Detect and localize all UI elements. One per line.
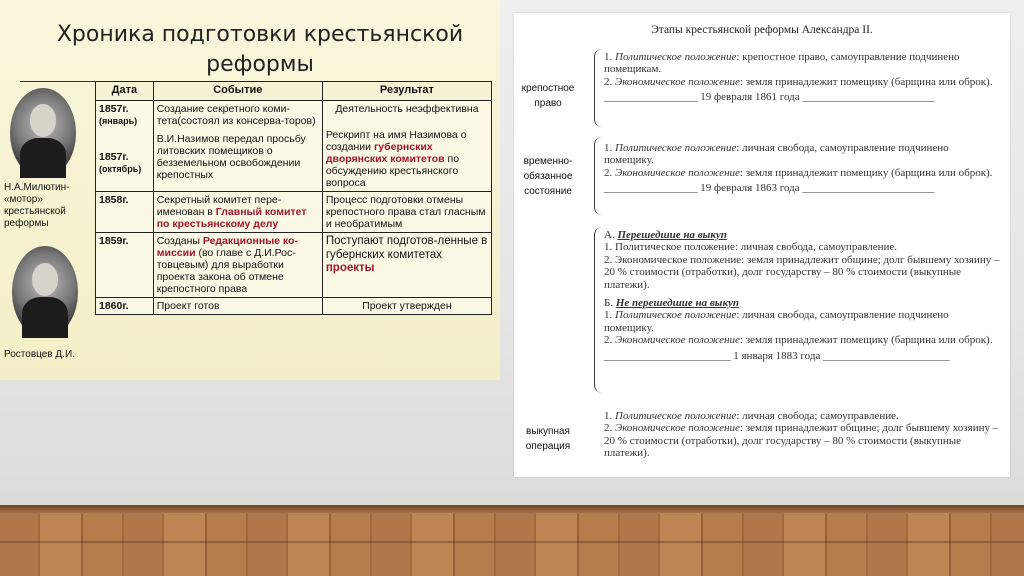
event-text: В.И.Назимов передал просьбу литовских помещиков о безземельном освобождении крепостных (156, 133, 306, 181)
num: 1. (604, 142, 615, 154)
desc: : крепостное право, самоуправление подчинено помещикам. (604, 51, 960, 76)
num: 2. (604, 166, 615, 179)
table-row (96, 192, 492, 233)
date-value: 1857г. (99, 151, 129, 163)
portrait1-caption: Н.А.Милютин- «мотор» крестьянской реформы (4, 182, 70, 229)
milyutin-portrait-image (10, 88, 76, 178)
divider-line (20, 81, 95, 82)
num: 2. (604, 422, 615, 435)
stage-label-line: право (534, 98, 562, 109)
date-1863: _________________ 19 февраля 1863 года ________________________ (604, 182, 935, 195)
left-slide (0, 0, 500, 380)
date-cell (96, 192, 154, 233)
stage3-a-political: 1. Политическое положение: личная свобода, самоуправление. (604, 241, 898, 254)
stage-label-line: выкупная (526, 426, 570, 437)
date-note: (январь) (99, 116, 138, 126)
stage-label-redemption (514, 424, 582, 454)
result-part: Рескрипт на имя Назимова о создании (325, 129, 467, 153)
brace-stage2 (594, 137, 603, 215)
stage3-b-heading (604, 297, 1000, 309)
brace-stage1 (594, 49, 603, 127)
chronicle-table (95, 81, 492, 315)
desc: : земля принадлежит помещику (барщина или оброк). (739, 75, 993, 88)
event-part: Секретный комитет пере-именован в (156, 194, 282, 218)
desc: : личная свобода, самоуправление подчинено помещику. (604, 142, 949, 167)
num: 1. (604, 410, 615, 422)
num: 2. (604, 75, 615, 88)
highlight-editorial-commissions: Редакционные ко-миссии (156, 235, 298, 259)
wooden-floor (0, 505, 1024, 576)
stage-label-serfdom (514, 81, 582, 111)
stage2-text (604, 142, 1000, 195)
desc: : личная свобода, самоуправление подчинено помещику. (604, 309, 949, 334)
event-text: Создание секретного коми-тета(состоял из консерва-торов) (156, 103, 316, 127)
brace-stage3 (594, 227, 603, 393)
result-cell (322, 233, 491, 298)
reform-stages-document (514, 13, 1010, 477)
stage-label-line: крепостное (521, 83, 575, 94)
highlight-committees: губернских дворянских комитетов (325, 141, 445, 165)
result-cell: Процесс подготовки отмены крепостного права стал гласным и необратимым (322, 192, 491, 233)
date-cell (96, 298, 154, 315)
highlight-projects: проекты (325, 262, 375, 274)
title-line-2: реформы (206, 52, 314, 77)
event-part: (во главе с Д.И.Рос-товцевым) для выработки проекта закона об отмене крепостного права (156, 247, 296, 295)
date-cell (96, 233, 154, 298)
term: Экономическое положение (615, 166, 740, 179)
result-text (326, 129, 488, 189)
date-1861: _________________ 19 февраля 1861 года ________________________ (604, 91, 935, 104)
header-result: Результат (322, 82, 491, 101)
stage3-a-heading (604, 229, 1000, 241)
stage4-political (604, 410, 1000, 422)
num: 2. (604, 334, 615, 347)
stage2-economic (604, 167, 1000, 179)
stage2-political (604, 142, 1000, 167)
table-row (96, 298, 492, 315)
table-header-row (96, 82, 492, 101)
date-1883: _______________________ 1 января 1883 года _______________________ (604, 349, 950, 362)
term: Экономическое положение (615, 75, 740, 88)
event-cell (153, 101, 322, 192)
num: 1. (604, 309, 615, 322)
stage-label-line: обязанное (523, 171, 573, 182)
stage-label-line: состояние (524, 186, 572, 197)
stage4-economic (604, 422, 1000, 459)
event-part: Созданы (156, 235, 203, 247)
term: Политическое положение (615, 142, 737, 154)
term: Политическое положение (615, 309, 737, 322)
slide-title (40, 20, 480, 80)
result-text: Деятельность неэффективна (335, 103, 479, 115)
table-row (96, 101, 492, 192)
event-cell: Проект готов (153, 298, 322, 315)
stage3-b-political (604, 309, 1000, 334)
stage4-text (604, 410, 1000, 460)
letter: А. (604, 229, 618, 241)
term: Политическое положение (615, 410, 737, 422)
letter: Б. (604, 297, 616, 310)
highlight-main-committee: Главный комитет по крестьянскому делу (156, 206, 307, 230)
event-cell (153, 233, 322, 298)
heading-text: Не перешедшие на выкуп (615, 297, 740, 310)
header-event: Событие (153, 82, 322, 101)
title-line-1: Хроника подготовки крестьянской (56, 22, 464, 47)
term: Политическое положение (615, 51, 737, 63)
stage-label-temporary (514, 154, 582, 199)
desc: : земля принадлежит помещику (барщина или оброк). (739, 334, 993, 347)
stage3-a-economic: 2. Экономическое положение: земля принадлежит общине; долг бывшему хозяину – 20 % стоимости (отработки), долг государству – 80 % стоимости (выкупные платежи). (604, 253, 1000, 291)
table-row (96, 233, 492, 298)
stage1-political (604, 51, 1000, 76)
date-note: (октябрь) (99, 164, 142, 174)
header-date: Дата (96, 82, 154, 101)
result-part: по обсуждению крестьянского вопроса (325, 153, 460, 189)
result-part: Поступают подготов-ленные в губернских комитетах (325, 235, 488, 261)
term: Экономическое положение (615, 334, 740, 347)
desc: : земля принадлежит помещику (барщина или оброк). (739, 166, 993, 179)
stage-label-line: временно- (523, 156, 573, 167)
num: 1. (604, 51, 615, 63)
stage3-text (604, 229, 1000, 362)
document-title: Этапы крестьянской реформы Александра II. (651, 24, 873, 36)
event-cell (153, 192, 322, 233)
rostovtsev-portrait-image (12, 246, 78, 338)
portrait2-caption: Ростовцев Д.И. (4, 349, 75, 360)
date-value: 1857г. (99, 103, 129, 115)
date-value: 1860г. (99, 300, 129, 312)
desc: : личная свобода; самоуправление. (736, 410, 899, 422)
heading-text: Перешедшие на выкуп (617, 229, 727, 241)
term: Экономическое положение (615, 422, 740, 435)
date-value: 1858г. (99, 194, 129, 206)
date-cell (96, 101, 154, 192)
stage3-b-economic (604, 334, 1000, 346)
stage1-economic (604, 76, 1000, 88)
stage-label-line: операция (525, 441, 571, 452)
date-value: 1859г. (99, 235, 129, 247)
desc: : земля принадлежит общине; долг бывшему хозяину – 20 % стоимости (отработки), долг государству – 80 % стоимости (выкупные платежи). (604, 422, 999, 460)
result-cell: Проект утвержден (322, 298, 491, 315)
result-cell (322, 101, 491, 192)
stage1-text (604, 51, 1000, 104)
